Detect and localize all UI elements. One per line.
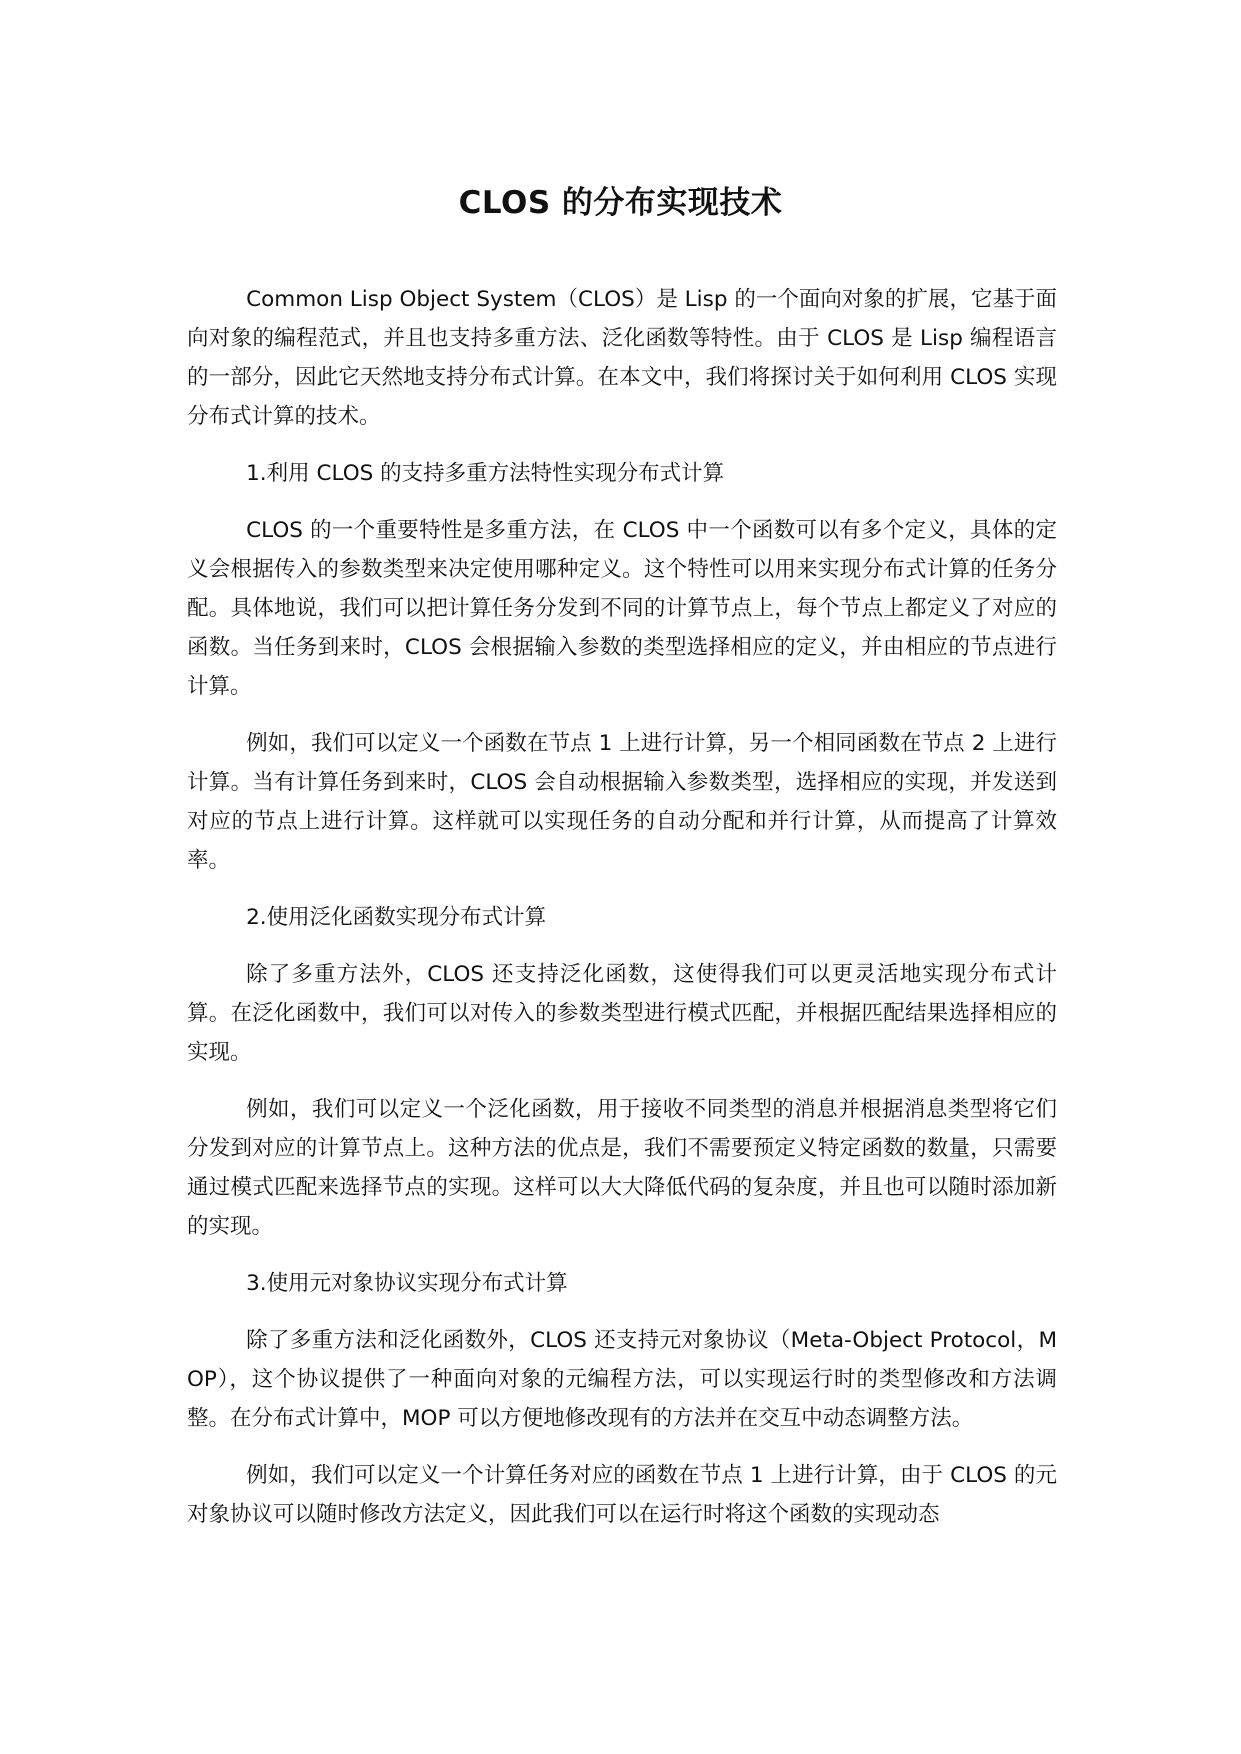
paragraph-2b: 例如，我们可以定义一个泛化函数，用于接收不同类型的消息并根据消息类型将它们分发到对应的计算节点上。这种方法的优点是，我们不需要预定义特定函数的数量，只需要通过模式匹配来选择节点的实现。这样可以大大降低代码的复杂度，并且也可以随时添加新的实现。 (187, 1097, 1057, 1239)
section-heading-1: 1.利用 CLOS 的支持多重方法特性实现分布式计算 (246, 461, 725, 486)
section-heading-3: 3.使用元对象协议实现分布式计算 (246, 1271, 568, 1296)
document-body (187, 280, 1057, 1552)
paragraph-3a: 除了多重方法和泛化函数外，CLOS 还支持元对象协议（Meta-Object Protocol，MOP），这个协议提供了一种面向对象的元编程方法，可以实现运行时的类型修改和方法调整。在分布式计算中，MOP 可以方便地修改现有的方法并在交互中动态调整方法。 (187, 1328, 1057, 1431)
document-title: CLOS 的分布实现技术 (458, 185, 783, 221)
paragraph-2a: 除了多重方法外，CLOS 还支持泛化函数，这使得我们可以更灵活地实现分布式计算。在泛化函数中，我们可以对传入的参数类型进行模式匹配，并根据匹配结果选择相应的实现。 (187, 962, 1057, 1065)
section-heading-2: 2.使用泛化函数实现分布式计算 (246, 905, 547, 930)
paragraph-intro: Common Lisp Object System（CLOS）是 Lisp 的一个面向对象的扩展，它基于面向对象的编程范式，并且也支持多重方法、泛化函数等特性。由于 CLOS 是 Lisp 编程语言的一部分，因此它天然地支持分布式计算。在本文中，我们将探讨关于如何利用 CLOS 实现分布式计算的技术。 (187, 287, 1057, 429)
paragraph-3b: 例如，我们可以定义一个计算任务对应的函数在节点 1 上进行计算，由于 CLOS 的元对象协议可以随时修改方法定义，因此我们可以在运行时将这个函数的实现动态 (187, 1463, 1057, 1527)
paragraph-1b: 例如，我们可以定义一个函数在节点 1 上进行计算，另一个相同函数在节点 2 上进行计算。当有计算任务到来时，CLOS 会自动根据输入参数类型，选择相应的实现，并发送到对应的节点上进行计算。这样就可以实现任务的自动分配和并行计算，从而提高了计算效率。 (187, 731, 1057, 873)
paragraph-1a: CLOS 的一个重要特性是多重方法，在 CLOS 中一个函数可以有多个定义，具体的定义会根据传入的参数类型来决定使用哪种定义。这个特性可以用来实现分布式计算的任务分配。具体地说，我们可以把计算任务分发到不同的计算节点上，每个节点上都定义了对应的函数。当任务到来时，CLOS 会根据输入参数的类型选择相应的定义，并由相应的节点进行计算。 (187, 518, 1057, 699)
